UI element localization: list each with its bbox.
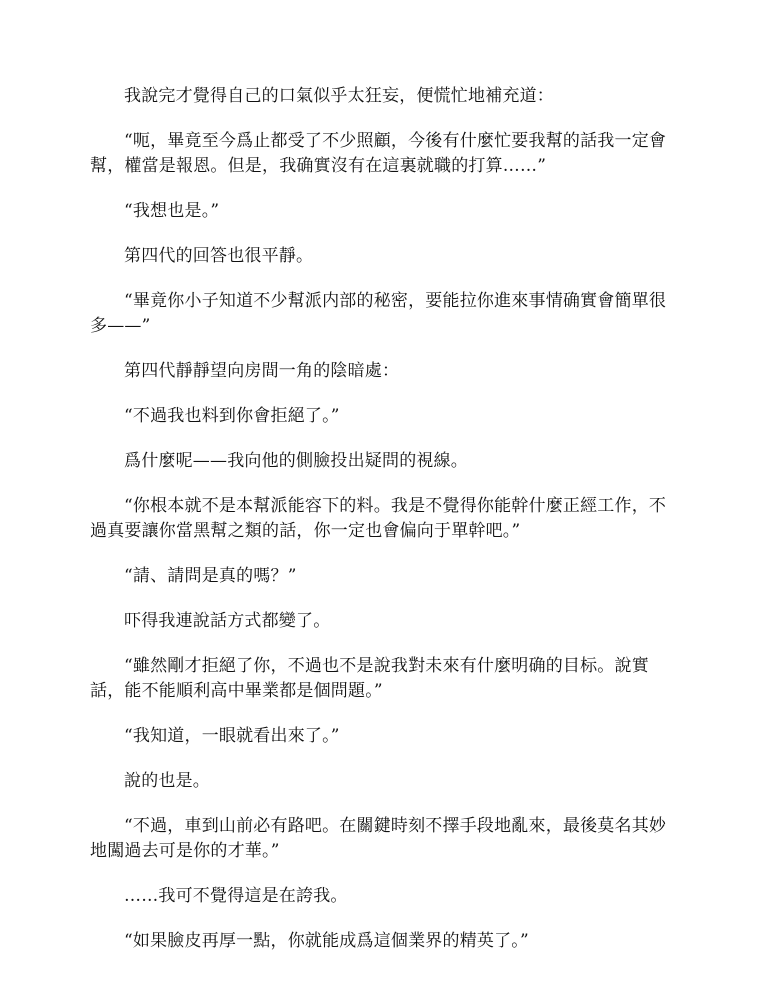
paragraph: “如果臉皮再厚一點，你就能成爲這個業界的精英了。”: [124, 931, 529, 951]
paragraph: 吓得我連說話方式都變了。: [124, 611, 331, 631]
paragraph: “不過我也料到你會拒絕了。”: [124, 406, 340, 426]
paragraph: 第四代靜靜望向房間一角的陰暗處：: [124, 361, 400, 381]
paragraph: “呃，畢竟至今爲止都受了不少照顧，今後有什麼忙要我幫的話我一定會幫，權當是報恩。但是，我确實沒有在這裏就職的打算……”: [90, 131, 667, 176]
paragraph: 第四代的回答也很平靜。: [124, 246, 314, 266]
document-body: [90, 84, 676, 974]
paragraph: “你根本就不是本幫派能容下的料。我是不覺得你能幹什麼正經工作，不過真要讓你當黑幫之類的話，你一定也會偏向于單幹吧。”: [90, 496, 667, 541]
paragraph: “畢竟你小子知道不少幫派内部的秘密，要能拉你進來事情确實會簡單很多——”: [90, 291, 667, 336]
paragraph: “請、請問是真的嗎？”: [124, 566, 297, 586]
paragraph: “我想也是。”: [124, 201, 220, 221]
paragraph: “我知道，一眼就看出來了。”: [124, 726, 340, 746]
paragraph: “不過，車到山前必有路吧。在關鍵時刻不擇手段地亂來，最後莫名其妙地闖過去可是你的才華。”: [90, 816, 667, 861]
paragraph: 爲什麼呢——我向他的側臉投出疑問的視線。: [124, 451, 468, 471]
paragraph: 我說完才覺得自己的口氣似乎太狂妄，便慌忙地補充道：: [124, 86, 554, 106]
paragraph: ……我可不覺得這是在誇我。: [124, 886, 348, 906]
paragraph: “雖然剛才拒絕了你，不過也不是說我對未來有什麼明确的目标。說實話，能不能順利高中畢業都是個問題。”: [90, 656, 649, 701]
paragraph: 說的也是。: [124, 771, 210, 791]
